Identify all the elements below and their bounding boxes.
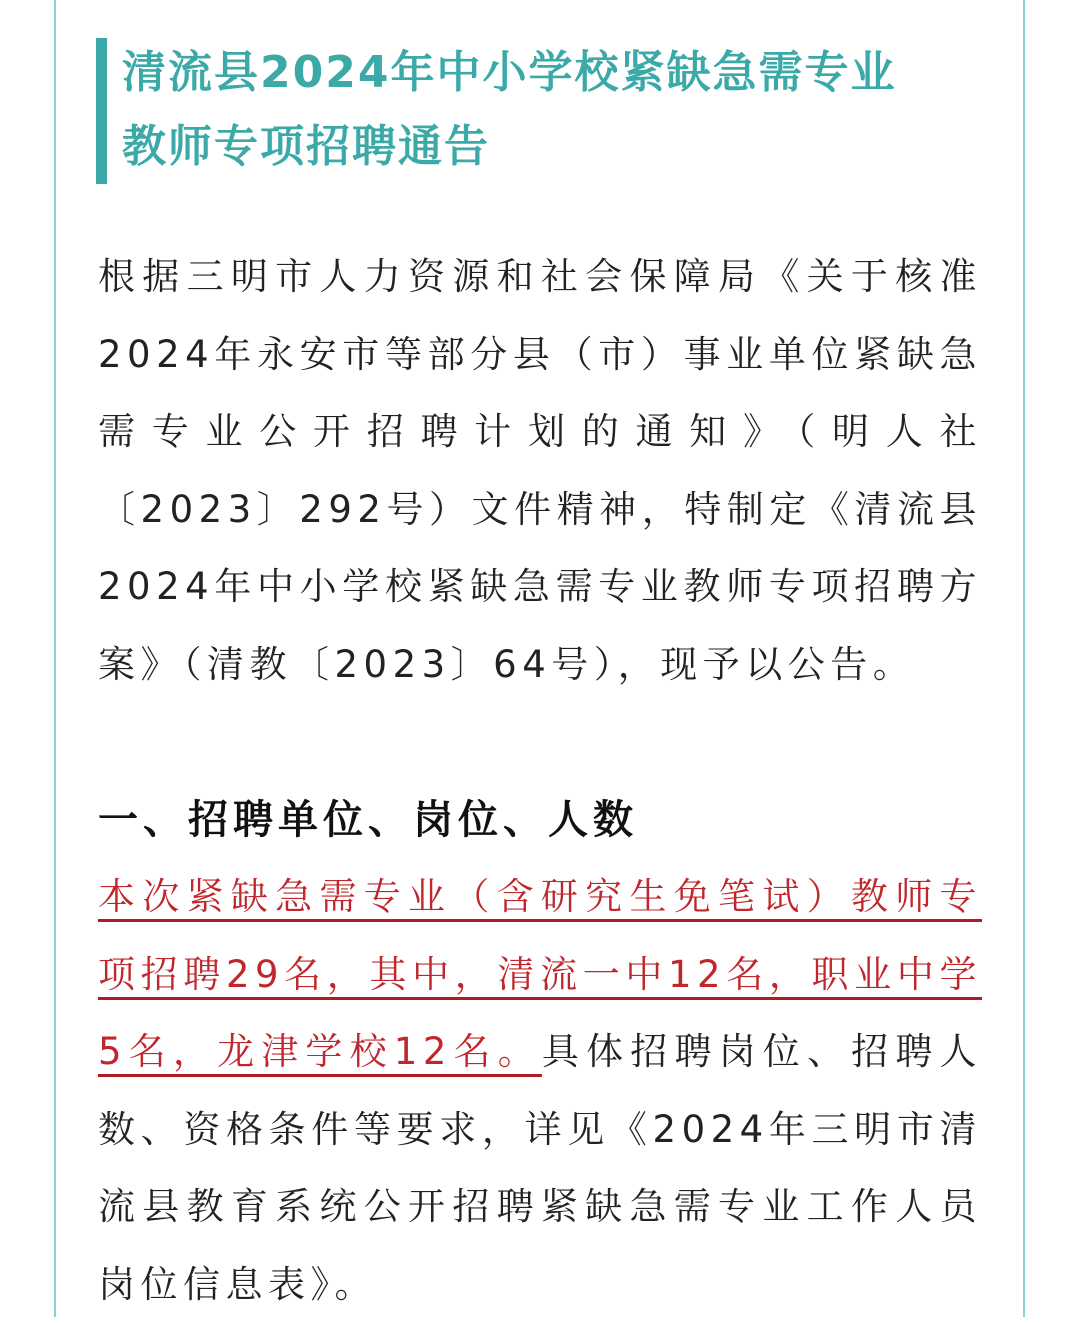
section-heading-recruitment: 一、招聘单位、岗位、人数 (98, 797, 638, 843)
intro-paragraph: 根据三明市人力资源和社会保障局《关于核准2024年永安市等部分县（市）事业单位紧缺急需专业公开招聘计划的通知》（明人社〔2023〕292号）文件精神，特制定《清流县2024年中小学校紧缺急需专业教师专项招聘方案》（清教〔2023〕64号），现予以公告。 (98, 255, 982, 686)
notice-title-line-2: 教师专项招聘通告 (122, 121, 490, 172)
left-border-line (54, 0, 56, 1317)
recruitment-count-highlight: 本次紧缺急需专业（含研究生免笔试）教师专项招聘29名，其中，清流一中12名，职业中学5名，龙津学校12名。 (98, 875, 982, 1073)
notice-title-block (96, 36, 976, 186)
recruitment-detail-paragraph (98, 858, 982, 1323)
notice-title-line-1: 清流县2024年中小学校紧缺急需专业 (122, 47, 897, 98)
title-accent-bar (96, 38, 107, 184)
recruitment-detail-rest: 具体招聘岗位、招聘人数、资格条件等要求，详见《2024年三明市清流县教育系统公开招聘紧缺急需专业工作人员岗位信息表》。 (98, 1030, 983, 1306)
notice-title (122, 36, 962, 184)
right-border-line (1023, 0, 1025, 1317)
